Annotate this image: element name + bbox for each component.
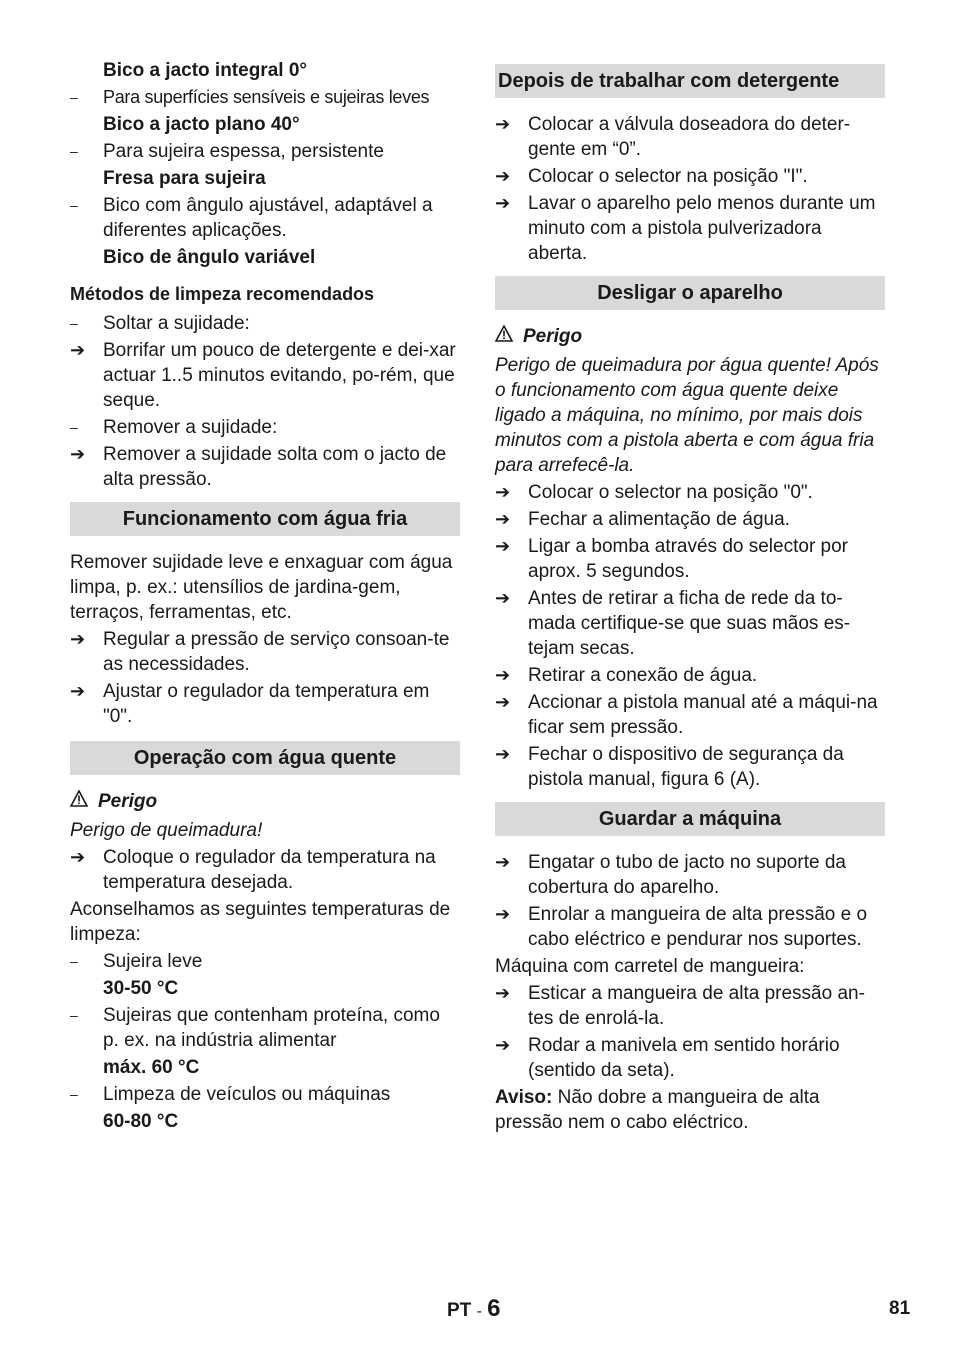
note [495,1085,885,1135]
list-item-text: Lavar o aparelho pelo menos durante um minuto com a pistola pulverizadora aberta. [528,193,876,264]
cold-water-heading: Funcionamento com água fria [70,502,460,536]
list-item-text: Ligar a bomba através do selector por aprox. 5 segundos. [528,536,849,582]
list-item-text: Bico a jacto plano 40° [103,114,300,135]
arrow-right-icon: ➔ [495,744,511,764]
arrow-right-icon: ➔ [70,847,86,867]
list-item [495,164,885,189]
arrow-right-icon: ➔ [495,482,511,502]
methods-list [70,311,460,492]
list-item [495,191,885,266]
arrow-right-icon: ➔ [495,1035,511,1055]
list-item [70,679,460,729]
list-item [70,112,460,137]
list-item [70,1109,460,1134]
switch-off-heading: Desligar o aparelho [495,276,885,310]
list-item-text: Accionar a pistola manual até a máqui-na ficar sem pressão. [528,692,878,738]
list-item [495,902,885,952]
list-item [70,311,460,336]
left-column [70,58,460,1136]
arrow-right-icon: ➔ [495,588,511,608]
list-item [70,442,460,492]
list-item-text: Remover a sujidade solta com o jacto de alta pressão. [103,444,447,490]
list-item-text: Bico de ângulo variável [103,247,316,268]
list-item-text: Sujeiras que contenham proteína, como p. ex. na indústria alimentar [103,1005,440,1051]
list-item-text: Para superfícies sensíveis e sujeiras leves [103,87,430,107]
arrow-right-icon: ➔ [495,665,511,685]
list-item-text: Borrifar um pouco de detergente e dei-xar actuar 1..5 minutos evitando, po-rém, que seque. [103,340,456,411]
dash-bullet-icon: – [70,315,78,331]
list-item-text: máx. 60 °C [103,1057,200,1078]
right-column [495,58,885,1137]
arrow-right-icon: ➔ [495,114,511,134]
dash-bullet-icon: – [70,143,78,159]
list-item-text: Para sujeira espessa, persistente [103,141,384,162]
arrow-right-icon: ➔ [495,509,511,529]
list-item-text: Engatar o tubo de jacto no suporte da cobertura do aparelho. [528,852,846,898]
list-item-text: Antes de retirar a ficha de rede da to-mada certifique-se que suas mãos es-tejam secas. [528,588,851,659]
hose-reel-steps [495,981,885,1083]
list-item-text: Rodar a manivela em sentido horário (sentido da seta). [528,1035,840,1081]
note-label: Aviso: [495,1087,553,1108]
list-item-text: 60-80 °C [103,1111,179,1132]
list-item [495,586,885,661]
list-item-text: Fechar o dispositivo de segurança da pistola manual, figura 6 (A). [528,744,844,790]
arrow-right-icon: ➔ [495,904,511,924]
note-text: Não dobre a mangueira de alta pressão nem o cabo eléctrico. [495,1087,820,1133]
list-item-text: Limpeza de veículos ou máquinas [103,1084,391,1105]
hot-water-heading: Operação com água quente [70,741,460,775]
list-item-text: Colocar o selector na posição "I". [528,166,808,187]
store-steps [495,850,885,952]
list-item [70,1082,460,1107]
dash-bullet-icon: – [70,1086,78,1102]
store-paragraph: Máquina com carretel de mangueira: [495,956,805,977]
nozzle-list [70,58,460,270]
hot-step [70,845,460,895]
hot-danger-text: Perigo de queimadura! [70,820,263,841]
list-item [70,1055,460,1080]
list-item [495,981,885,1031]
danger-label-text: Perigo [98,791,158,812]
list-item [495,534,885,584]
list-item [70,627,460,677]
after-detergent-heading: Depois de trabalhar com detergente [495,64,885,98]
list-item [70,85,460,110]
methods-heading: Métodos de limpeza recomendados [70,284,375,304]
list-item [70,415,460,440]
footer-separator: - [476,1303,482,1320]
list-item [495,1033,885,1083]
switch-off-steps [495,480,885,792]
list-item [495,112,885,162]
list-item [495,507,885,532]
list-item-text: Esticar a mangueira de alta pressão an-tes de enrolá-la. [528,983,865,1029]
list-item [70,1003,460,1053]
list-item-text: Colocar a válvula doseadora do deter-gente em “0”. [528,114,851,160]
hot-danger-label [70,789,460,814]
warning-triangle-icon [495,324,515,349]
list-item-text: Bico a jacto integral 0° [103,60,307,81]
after-detergent-steps [495,112,885,266]
hot-step-text: Coloque o regulador da temperatura na temperatura desejada. [103,847,436,893]
warning-triangle-icon [70,789,90,814]
list-item-text: Regular a pressão de serviço consoan-te as necessidades. [103,629,450,675]
dash-bullet-icon: – [70,953,78,969]
list-item [70,949,460,974]
list-item-text: Bico com ângulo ajustável, adaptável a diferentes aplicações. [103,195,433,241]
arrow-right-icon: ➔ [70,340,86,360]
footer-lang: PT [447,1300,472,1321]
temperature-list [70,949,460,1134]
list-item [70,338,460,413]
list-item-text: Fechar a alimentação de água. [528,509,790,530]
off-danger-text: Perigo de queimadura por água quente! Após o funcionamento com água quente deixe ligado a máquina, no mínimo, por mais dois minutos com a pistola aberta e com água fria para arrefecê-la. [495,355,879,476]
list-item-text: Soltar a sujidade: [103,313,250,334]
cold-water-steps [70,627,460,729]
list-item [495,690,885,740]
dash-bullet-icon: – [70,197,78,213]
list-item [70,139,460,164]
arrow-right-icon: ➔ [70,681,86,701]
off-danger-label [495,324,885,349]
list-item-text: Enrolar a mangueira de alta pressão e o cabo eléctrico e pendurar nos suportes. [528,904,868,950]
arrow-right-icon: ➔ [495,852,511,872]
arrow-right-icon: ➔ [495,692,511,712]
list-item [495,850,885,900]
list-item-text: Ajustar o regulador da temperatura em "0". [103,681,430,727]
cold-water-paragraph: Remover sujidade leve e enxaguar com água limpa, p. ex.: utensílios de jardina-gem, terraços, ferramentas, etc. [70,552,453,623]
list-item-text: Fresa para sujeira [103,168,266,189]
list-item [70,976,460,1001]
list-item [70,245,460,270]
arrow-right-icon: ➔ [495,983,511,1003]
arrow-right-icon: ➔ [495,536,511,556]
list-item [495,742,885,792]
arrow-right-icon: ➔ [495,193,511,213]
arrow-right-icon: ➔ [70,629,86,649]
list-item-text: Retirar a conexão de água. [528,665,758,686]
list-item-text: 30-50 °C [103,978,179,999]
list-item [70,58,460,83]
hot-temp-paragraph: Aconselhamos as seguintes temperaturas de limpeza: [70,899,451,945]
footer-section-label [447,1295,501,1323]
footer-section-number: 6 [487,1295,501,1322]
list-item-text: Sujeira leve [103,951,203,972]
list-item [495,480,885,505]
danger-label-text: Perigo [523,326,583,347]
dash-bullet-icon: – [70,89,78,105]
arrow-right-icon: ➔ [70,444,86,464]
arrow-right-icon: ➔ [495,166,511,186]
dash-bullet-icon: – [70,419,78,435]
page-number: 81 [889,1298,911,1319]
list-item [495,663,885,688]
list-item-text: Colocar o selector na posição "0". [528,482,813,503]
list-item [70,166,460,191]
list-item-text: Remover a sujidade: [103,417,278,438]
store-heading: Guardar a máquina [495,802,885,836]
dash-bullet-icon: – [70,1007,78,1023]
list-item [70,193,460,243]
